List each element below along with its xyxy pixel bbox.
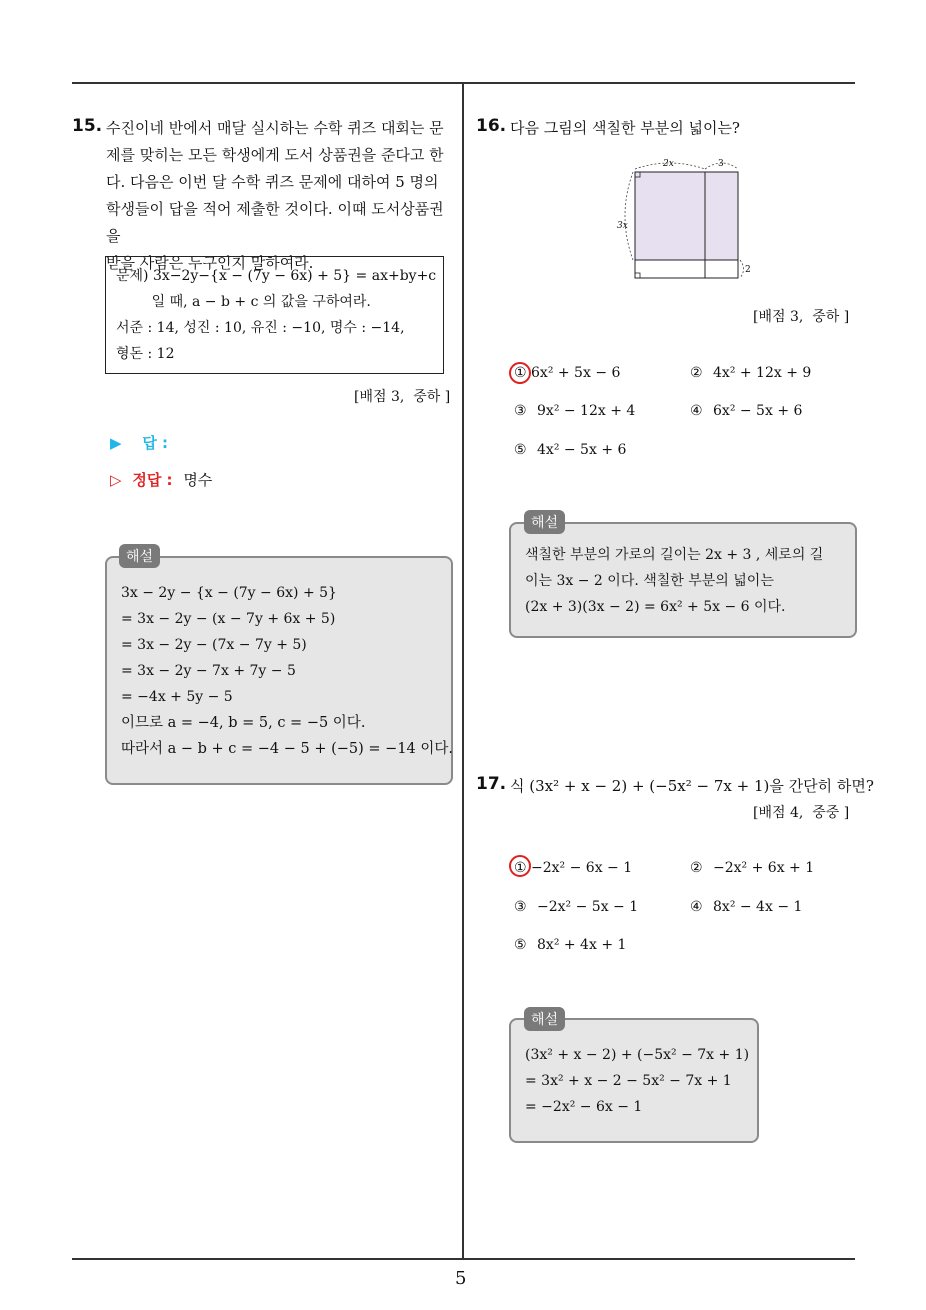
q15-answer-row <box>110 432 168 453</box>
choice-number: ④ <box>690 899 703 915</box>
q15-text <box>106 115 458 277</box>
q16-choice-5[interactable] <box>514 442 626 458</box>
choice-expr: 8x² + 4x + 1 <box>537 937 627 953</box>
label-3x: 3x <box>617 221 628 231</box>
q15-solution-tag: 해설 <box>119 544 160 568</box>
q15-solution-line: = 3x − 2y − (x − 7y + 6x + 5) <box>121 611 336 627</box>
choice-number: ⑤ <box>514 937 527 953</box>
choice-number: ② <box>690 860 703 876</box>
q16-choice-2[interactable] <box>690 365 811 381</box>
shaded-region <box>635 172 738 260</box>
top-rule <box>72 82 855 84</box>
q16-choice-1[interactable] <box>514 365 620 381</box>
q15-box-line: 서준 : 14, 성진 : 10, 유진 : −10, 명수 : −14, <box>116 320 405 336</box>
correct-marker-icon: ▷ <box>110 471 122 489</box>
q17-solution-box <box>509 1018 759 1143</box>
correct-label: 정답 : <box>132 471 173 489</box>
q17-choice-2[interactable] <box>690 860 814 876</box>
q15-line: 다. 다음은 이번 달 수학 퀴즈 문제에 대하여 5 명의 <box>106 173 439 191</box>
q15-solution-box <box>105 556 453 785</box>
q16-figure <box>612 152 758 282</box>
choice-expr: 4x² + 12x + 9 <box>713 365 812 381</box>
q17-solution-line: = −2x² − 6x − 1 <box>525 1099 643 1115</box>
q15-line: 학생들이 답을 적어 제출한 것이다. 이때 도서상품권을 <box>106 200 444 245</box>
brace-right <box>740 260 744 278</box>
q15-solution-line: = −4x + 5y − 5 <box>121 689 233 705</box>
brace-left <box>625 172 633 260</box>
q16-score: [배점 3, 중하 ] <box>753 309 850 325</box>
q17-choice-5[interactable] <box>514 937 626 953</box>
choice-expr: 8x² − 4x − 1 <box>713 899 803 915</box>
q17-text: 식 (3x² + x − 2) + (−5x² − 7x + 1)을 간단히 하면? <box>510 777 874 795</box>
q15-solution-line: 이므로 a = −4, b = 5, c = −5 이다. <box>121 715 366 731</box>
q15-score: [배점 3, 중하 ] <box>354 389 451 405</box>
choice-expr: 4x² − 5x + 6 <box>537 442 627 458</box>
q15-line: 받을 사람은 누구인지 말하여라. <box>106 254 314 272</box>
q17-score: [배점 4, 중중 ] <box>753 805 850 821</box>
q15-solution-line: 3x − 2y − {x − (7y − 6x) + 5} <box>121 585 337 601</box>
choice-number: ③ <box>514 899 527 915</box>
q17-choice-4[interactable] <box>690 899 802 915</box>
choice-expr: 9x² − 12x + 4 <box>537 403 636 419</box>
q16-solution-line: 색칠한 부분의 가로의 길이는 2x + 3 , 세로의 길 <box>525 547 824 563</box>
q15-solution-line: 따라서 a − b + c = −4 − 5 + (−5) = −14 이다. <box>121 741 454 757</box>
choice-expr: 6x² + 5x − 6 <box>531 365 621 381</box>
label-2x: 2x <box>663 159 674 169</box>
q17-number: 17. <box>476 774 507 794</box>
q17-solution-tag: 해설 <box>524 1007 565 1031</box>
q16-choice-3[interactable] <box>514 403 635 419</box>
q16-solution-line: (2x + 3)(3x − 2) = 6x² + 5x − 6 이다. <box>525 599 786 615</box>
q17-solution-line: = 3x² + x − 2 − 5x² − 7x + 1 <box>525 1073 732 1089</box>
q15-line: 수진이네 반에서 매달 실시하는 수학 퀴즈 대회는 문 <box>106 119 444 137</box>
q16-choice-4[interactable] <box>690 403 802 419</box>
page-number: 5 <box>455 1268 467 1289</box>
choice-number: ③ <box>514 403 527 419</box>
choice-number: ① <box>514 365 527 381</box>
column-divider <box>462 84 464 1258</box>
q17-solution-line: (3x² + x − 2) + (−5x² − 7x + 1) <box>525 1047 750 1063</box>
q17-choice-1[interactable] <box>514 860 632 876</box>
q16-number: 16. <box>476 116 507 136</box>
bottom-rule <box>72 1258 855 1260</box>
q15-box-line: 문제) 3x−2y−{x − (7y − 6x) + 5} = ax+by+c <box>116 268 437 284</box>
choice-expr: −2x² − 6x − 1 <box>531 860 633 876</box>
q15-line: 제를 맞히는 모든 학생에게 도서 상품권을 준다고 한 <box>106 146 444 164</box>
q15-box-line: 일 때, a − b + c 의 값을 구하여라. <box>116 294 371 310</box>
choice-number: ④ <box>690 403 703 419</box>
q15-number: 15. <box>72 116 103 136</box>
correct-value: 명수 <box>183 471 213 489</box>
choice-number: ① <box>514 860 527 876</box>
choice-number: ⑤ <box>514 442 527 458</box>
answer-label: 답 : <box>142 434 169 452</box>
q15-box-line: 형돈 : 12 <box>116 346 175 362</box>
label-3: 3 <box>718 159 724 169</box>
q16-text: 다음 그림의 색칠한 부분의 넓이는? <box>510 119 740 137</box>
choice-expr: 6x² − 5x + 6 <box>713 403 803 419</box>
q15-problem-box <box>105 256 444 374</box>
q16-solution-box <box>509 522 857 638</box>
q15-solution-line: = 3x − 2y − 7x + 7y − 5 <box>121 663 296 679</box>
label-2: 2 <box>745 265 751 275</box>
q16-solution-line: 이는 3x − 2 이다. 색칠한 부분의 넓이는 <box>525 573 774 589</box>
choice-number: ② <box>690 365 703 381</box>
choice-expr: −2x² − 5x − 1 <box>537 899 639 915</box>
q17-choice-3[interactable] <box>514 899 638 915</box>
q16-solution-tag: 해설 <box>524 510 565 534</box>
answer-marker-icon: ▶ <box>110 434 122 452</box>
q15-correct-row <box>110 469 212 490</box>
right-angle-mark <box>635 273 640 278</box>
choice-expr: −2x² + 6x + 1 <box>713 860 815 876</box>
q15-solution-line: = 3x − 2y − (7x − 7y + 5) <box>121 637 307 653</box>
